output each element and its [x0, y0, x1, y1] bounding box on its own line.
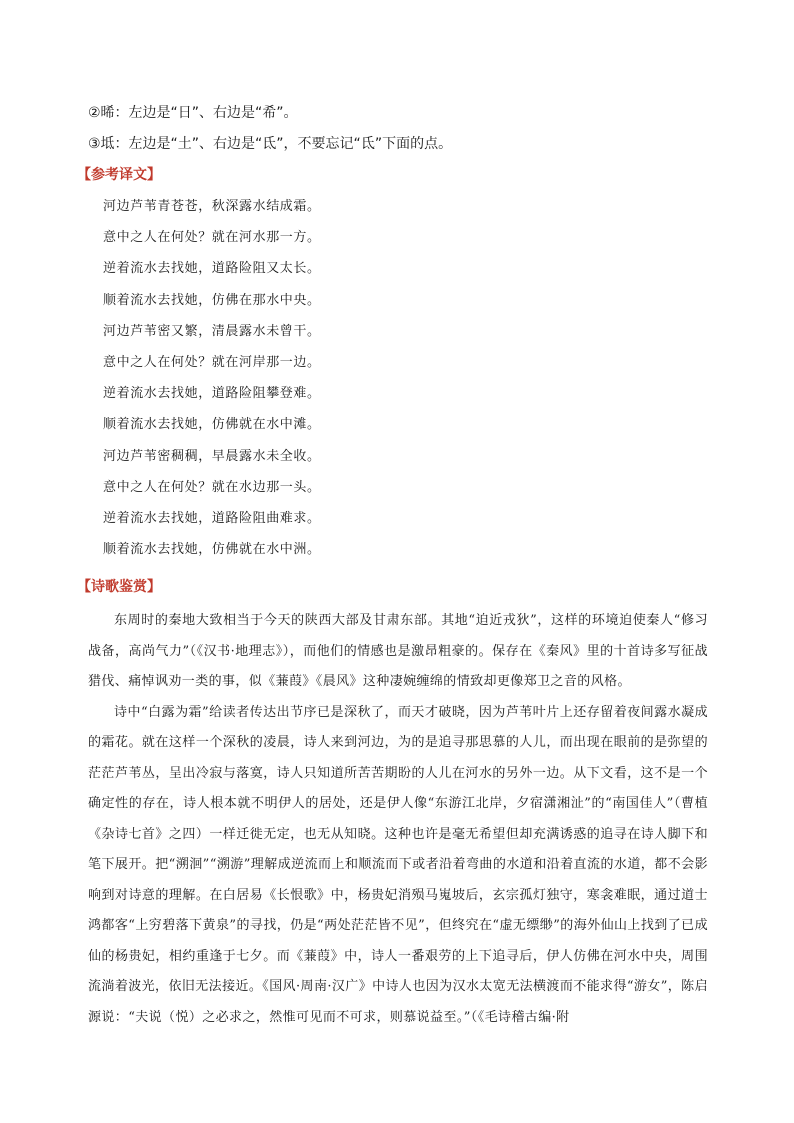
verse-line: 意中之人在何处？就在河水那一方。: [103, 230, 321, 246]
verse-line: 意中之人在何处？就在水边那一头。: [103, 479, 321, 495]
verse-line: 逆着流水去找她，道路险阻攀登难。: [103, 386, 321, 402]
translation-verse: [103, 198, 703, 572]
verse-line: 顺着流水去找她，仿佛在那水中央。: [103, 292, 321, 308]
verse-line: 河边芦苇青苍苍，秋深露水结成霜。: [103, 199, 321, 214]
verse-line: 河边芦苇密稠稠，早晨露水未全收。: [103, 448, 321, 464]
appreciation-paragraph: 东周时的秦地大致相当于今天的陕西大部及甘肃东部。其地“迫近戎狄”，这样的环境迫使秦人“修习战备，高尚气力”（《汉书·地理志》），而他们的情感也是激昂粗豪的。保存在《秦风》里的十首诗多写征战猎伐、痛悼讽劝一类的事，似《蒹葭》《晨风》这种凄婉缠绵的情致却更像郑卫之音的风格。: [88, 613, 708, 689]
translation-heading: 【参考译文】: [77, 167, 161, 183]
verse-line: 河边芦苇密又繁，清晨露水未曾干。: [103, 323, 321, 339]
verse-line: 意中之人在何处？就在河岸那一边。: [103, 354, 321, 370]
appreciation-heading: 【诗歌鉴赏】: [77, 579, 161, 595]
appreciation-body: [88, 606, 708, 1033]
verse-line: 顺着流水去找她，仿佛就在水中滩。: [103, 417, 321, 433]
note-xi: ②晞：左边是“日”、右边是“希”。: [88, 105, 298, 121]
verse-line: 逆着流水去找她，道路险阻曲难求。: [103, 510, 321, 526]
verse-line: 顺着流水去找她，仿佛就在水中洲。: [103, 542, 321, 558]
note-chi: ③坻：左边是“土”、右边是“氐”，不要忘记“氐”下面的点。: [88, 136, 453, 152]
verse-line: 逆着流水去找她，道路险阻又太长。: [103, 261, 321, 277]
appreciation-paragraph: 诗中“白露为霜”给读者传达出节序已是深秋了，而天才破晓，因为芦苇叶片上还存留着夜间露水凝成的霜花。就在这样一个深秋的凌晨，诗人来到河边，为的是追寻那思慕的人儿，而出现在眼前的是弥望的茫茫芦苇丛，呈出冷寂与落寞，诗人只知道所苦苦期盼的人儿在河水的另外一边。从下文看，这不是一个确定性的存在，诗人根本就不明伊人的居处，还是伊人像“东游江北岸，夕宿潇湘沚”的“南国佳人”（曹植《杂诗七首》之四）一样迁徙无定，也无从知晓。这种也许是毫无希望但却充满诱惑的追寻在诗人脚下和笔下展开。把“溯洄”“溯游”理解成逆流而上和顺流而下或者沿着弯曲的水道和沿着直流的水道，都不会影响到对诗意的理解。在白居易《长恨歌》中，杨贵妃消殒马嵬坡后，玄宗孤灯独守，寒衾难眠，通过道士鸿都客“上穷碧落下黄泉”的寻找，仍是“两处茫茫皆不见”，但终究在“虚无缥缈”的海外仙山上找到了已成仙的杨贵妃，相约重逢于七夕。而《蒹葭》中，诗人一番艰劳的上下追寻后，伊人仿佛在河水中央，周围流淌着波光，依旧无法接近。《国风·周南·汉广》中诗人也因为汉水太宽无法横渡而不能求得“游女”，陈启源说：“夫说（悦）之必求之，然惟可见而不可求，则慕说益至。”（《毛诗稽古编·附: [88, 704, 708, 1025]
